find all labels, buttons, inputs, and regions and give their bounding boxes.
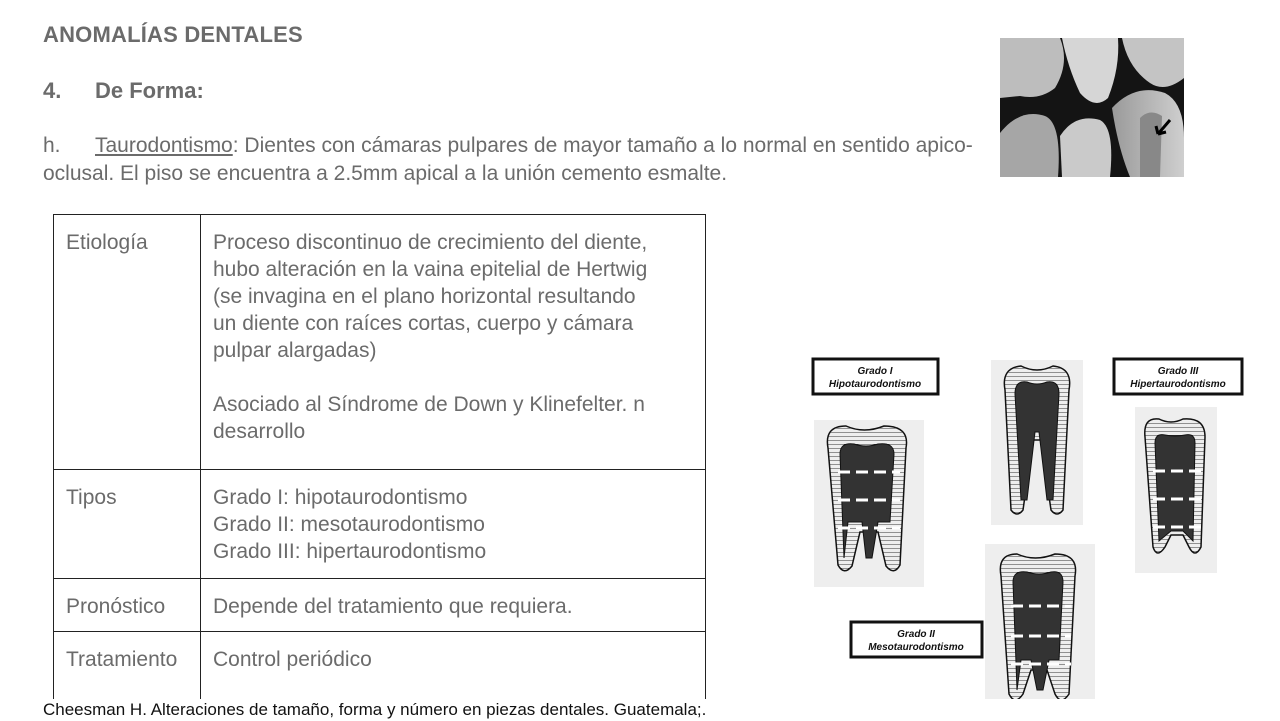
table-row <box>54 215 706 470</box>
row-label: Etiología <box>54 215 201 470</box>
label-grade: Grado I <box>857 366 893 377</box>
content-line: un diente con raíces cortas, cuerpo y cámara <box>213 312 634 335</box>
taurodontism-table <box>53 214 706 717</box>
content-line: Control periódico <box>213 648 372 671</box>
section-title: De Forma: <box>95 78 204 103</box>
term-taurodontismo: Taurodontismo <box>95 134 233 157</box>
xray-radiograph-icon <box>1000 38 1184 177</box>
content-line: Asociado al Síndrome de Down y Klinefelter. n <box>213 393 645 416</box>
label-grade: Grado III <box>1157 366 1199 377</box>
content-line: (se invagina en el plano horizontal resultando <box>213 285 636 308</box>
intro-paragraph <box>43 132 1003 188</box>
taurodontism-grades-diagram <box>808 352 1256 714</box>
tooth-grado-2-icon <box>985 544 1095 710</box>
tooth-grado-1-icon <box>814 420 924 587</box>
row-content <box>201 215 706 470</box>
tooth-normal-icon <box>991 360 1083 525</box>
section-heading <box>43 78 204 104</box>
intro-definition: : Dientes con cámaras pulpares de mayor tamaño a lo normal en sentido apico-oclusal. El piso se encuentra a 2.5mm apical a la unión cemento esmalte. <box>43 134 973 185</box>
section-number: 4. <box>43 78 62 103</box>
citation-footer: Cheesman H. Alteraciones de tamaño, forma y número en piezas dentales. Guatemala;. <box>43 699 1280 721</box>
content-line: Grado II: mesotaurodontismo <box>213 513 485 536</box>
label-grado-1 <box>813 359 938 394</box>
row-label: Pronóstico <box>54 579 201 632</box>
row-label: Tratamiento <box>54 632 201 717</box>
content-line: Grado III: hipertaurodontismo <box>213 540 487 563</box>
content-spacer <box>213 364 693 391</box>
label-name: Hipotaurodontismo <box>828 379 922 390</box>
tooth-grado-3-icon <box>1135 407 1217 573</box>
content-line: pulpar alargadas) <box>213 339 377 362</box>
row-content <box>201 579 706 632</box>
table-row <box>54 579 706 632</box>
content-line: Proceso discontinuo de crecimiento del diente, <box>213 231 648 254</box>
label-grade: Grado II <box>897 629 935 640</box>
page-title: ANOMALÍAS DENTALES <box>43 22 303 47</box>
content-line: Grado I: hipotaurodontismo <box>213 486 468 509</box>
label-grado-2 <box>851 622 982 657</box>
content-line: desarrollo <box>213 420 306 443</box>
content-line: hubo alteración en la vaina epitelial de Hertwig <box>213 258 648 281</box>
label-grado-3 <box>1114 359 1242 394</box>
content-line: Depende del tratamiento que requiera. <box>213 595 573 618</box>
item-letter: h. <box>43 134 61 157</box>
table-row <box>54 470 706 579</box>
row-content <box>201 470 706 579</box>
row-label: Tipos <box>54 470 201 579</box>
label-name: Hipertaurodontismo <box>1130 379 1226 390</box>
xray-image <box>1000 38 1184 177</box>
label-name: Mesotaurodontismo <box>868 642 964 653</box>
